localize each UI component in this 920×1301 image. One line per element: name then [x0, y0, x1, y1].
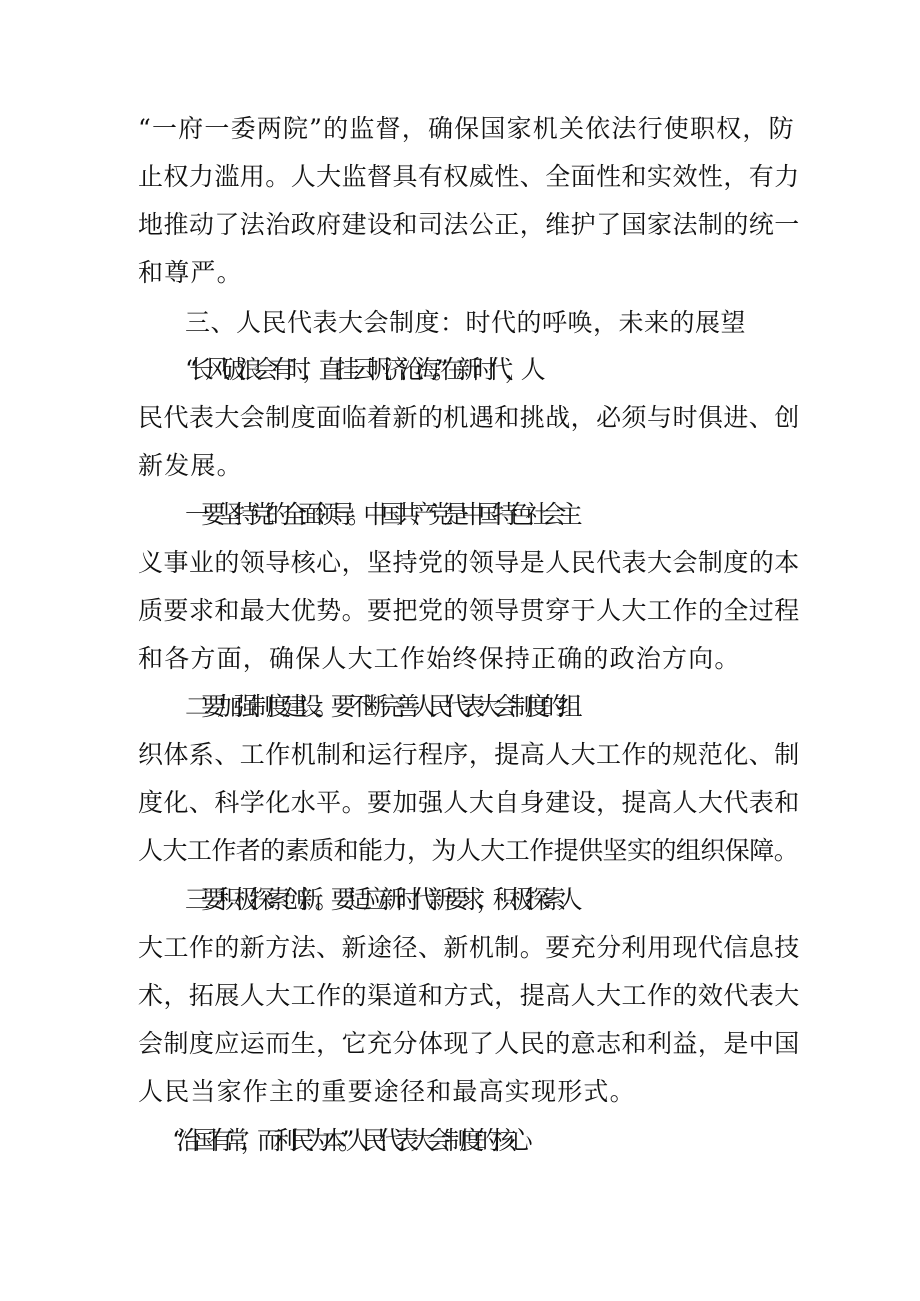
paragraph-line: 和尊严。	[138, 258, 243, 287]
paragraph-line: 义事业的领导核心，坚持党的领导是人民代表大会制度的本	[138, 548, 800, 577]
section-heading: 三、人民代表大会制度：时代的呼唤，未来的展望	[185, 308, 747, 337]
paragraph-line: 一要坚持党的全面领导。中国共产党是中国特色社会主	[185, 500, 574, 529]
paragraph-line: 民代表大会制度面临着新的机遇和挑战，必须与时俱进、创	[138, 403, 800, 432]
paragraph-line: 地推动了法治政府建设和司法公正，维护了国家法制的统一	[138, 210, 800, 239]
paragraph-line: “治国有常，而利民为本。”人民代表大会制度的核心	[172, 1126, 524, 1155]
paragraph-line: 会制度应运而生，它充分体现了人民的意志和利益，是中国	[138, 1029, 800, 1058]
paragraph-line: “一府一委两院”的监督，确保国家机关依法行使职权，防	[138, 114, 795, 143]
paragraph-line: “长风破浪会有时，直挂云帆济沧海。”在新时代，人	[185, 355, 537, 384]
paragraph-line: 止权力滥用。人大监督具有权威性、全面性和实效性，有力	[138, 162, 800, 191]
paragraph-line: 大工作的新方法、新途径、新机制。要充分利用现代信息技	[138, 933, 800, 962]
paragraph-line: 织体系、工作机制和运行程序，提高人大工作的规范化、制	[138, 740, 800, 769]
paragraph-line: 三要积极探索创新。要适应新时代新要求，积极探索人	[185, 885, 574, 914]
paragraph-line: 和各方面，确保人大工作始终保持正确的政治方向。	[138, 644, 741, 673]
paragraph-line: 人大工作者的素质和能力，为人大工作提供坚实的组织保障。	[138, 836, 799, 865]
paragraph-line: 新发展。	[138, 451, 243, 480]
paragraph-line: 度化、科学化水平。要加强人大自身建设，提高人大代表和	[138, 788, 800, 817]
paragraph-line: 术，拓展人大工作的渠道和方式，提高人大工作的效代表大	[138, 981, 800, 1010]
paragraph-line: 人民当家作主的重要途径和最高实现形式。	[138, 1077, 636, 1106]
paragraph-line: 二要加强制度建设。要不断完善人民代表大会制度的组	[185, 692, 574, 721]
paragraph-line: 质要求和最大优势。要把党的领导贯穿于人大工作的全过程	[138, 596, 800, 625]
